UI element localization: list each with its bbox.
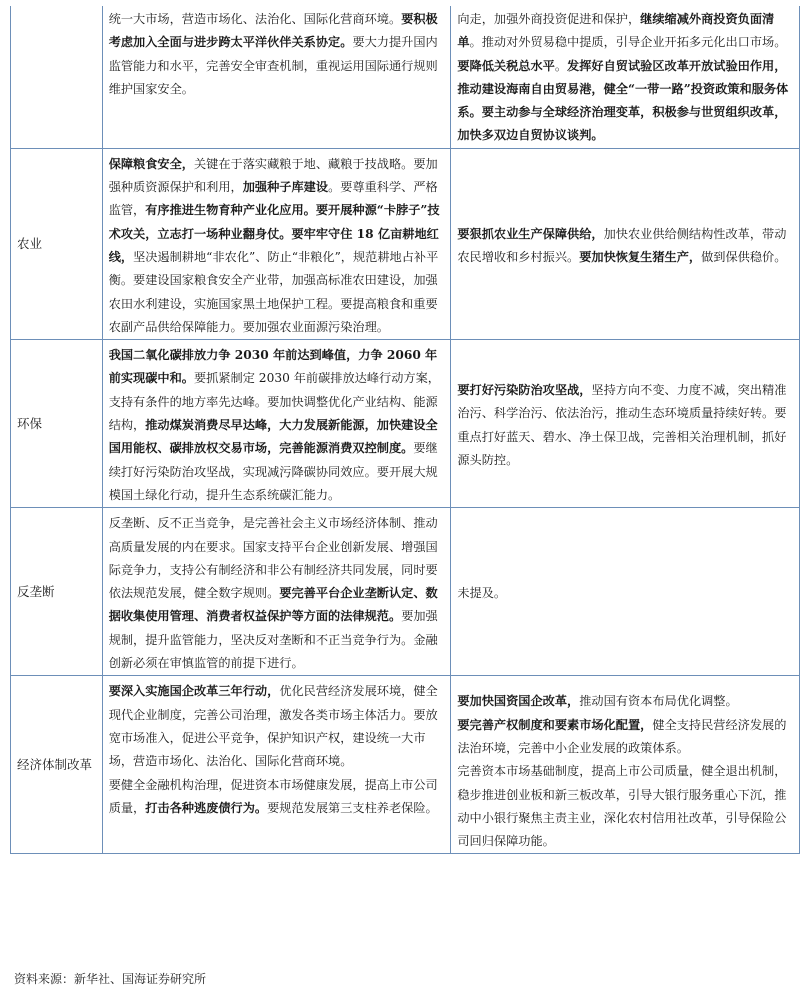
text-segment: 要健全金融机构治理，促进资本市场健康发展，提高上市公司质量， [108,777,438,815]
text-segment: 优化民营经济发展环境，健全现代企业制度，完善公司治理，激发各类市场主体活力。要放宽市场准入，促进公平竞争，保护知识产权，建设统一大市场，营造市场化、法治化、国际化营商环境。 [108,684,438,769]
topic-cell: 农业 [11,148,103,339]
text-segment: 要继续打好污染防治攻坚战，实现减污降碳协同效应。要开展大规模国土绿化行动，提升生态系统碳汇能力。 [108,441,438,502]
bold-text-segment: 发挥好自贸试验区改革开放试验田作用，推动建设海南自由贸易港，健全“一带一路”投资政策和服务体系。要主动参与全球经济治理变革， [457,58,789,120]
policy-cell-current [102,508,451,676]
bold-text-segment: 保障粮食安全， [108,156,194,171]
table-row [11,340,800,508]
table-row [11,148,800,339]
text-segment: 要大力提升国内监管能力和水平，完善安全审查机制，重视运用国际通行规则维护国家安全。 [108,35,438,96]
bold-text-segment: 积极参与世贸组织改革，加快多双边自贸协议谈判。 [457,105,787,143]
text-segment: 推动国有资本布局优化调整。 [579,694,738,709]
topic-cell: 经济体制改革 [11,676,103,854]
source-note: 资料来源：新华社、国海证券研究所 [14,972,207,986]
bold-text-segment: 我国二氧化碳排放力争 2030 年前达到峰值，力争 2060 年前实现碳中和。 [108,348,438,386]
bold-text-segment: 要狠抓农业生产保障供给， [457,226,604,241]
bold-text-segment: 要完善产权制度和要素市场化配置， [457,717,653,732]
policy-cell-previous [451,6,800,148]
text-segment: 健全支持民营经济发展的法治环境，完善中小企业发展的政策体系。 [457,717,787,755]
bold-text-segment: 要深入实施国企改革三年行动， [108,684,280,699]
bold-text-segment: 继续缩减外商投资负面清单 [457,12,775,50]
policy-cell-previous [451,340,800,508]
bold-text-segment: 要积极考虑加入全面与进步跨太平洋伙伴关系协定。 [108,12,438,50]
bold-text-segment: 要完善平台企业垄断认定、数据收集使用管理、消费者权益保护等方面的法律规范。 [108,586,438,624]
table-row [11,6,800,148]
text-segment: 坚决遏制耕地“非农化”、防止“非粮化”，规范耕地占补平衡。要建设国家粮食安全产业带，加强高标准农田建设，加强农田水利建设，实施国家黑土地保护工程。要提高粮食和重要农副产品供给保障能力。要加强农业面源污染治理。 [108,249,439,334]
text-segment: 。 [554,58,568,73]
bold-text-segment: 要加快国资国企改革， [457,694,580,709]
text-segment: 加快农业供给侧结构性改革，带动农民增收和乡村振兴。 [457,226,787,264]
text-segment: 统一大市场，营造市场化、法治化、国际化营商环境。 [108,12,402,26]
bold-text-segment: 加强种子库建设 [242,180,329,195]
text-segment: 要加强规制，提升监管能力，坚决反对垄断和不正当竞争行为。金融创新必须在审慎监管的前提下进行。 [108,609,438,671]
text-segment: 坚持方向不变、力度不减，突出精准治污、科学治污、依法治污，推动生态环境质量持续好转。要重点打好蓝天、碧水、净土保卫战，完善相关治理机制，抓好源头防控。 [457,383,787,467]
policy-cell-current [102,676,451,854]
topic-cell: 环保 [11,340,103,508]
text-segment: 未提及。 [457,586,507,601]
topic-cell: 反垄断 [11,508,103,676]
text-segment: 完善资本市场基础制度，提高上市公司质量，健全退出机制，稳步推进创业板和新三板改革，引导大银行服务重心下沉，推动中小银行聚焦主责主业，深化农村信用社改革，引导保险公司回归保障功能。 [457,764,787,849]
text-segment: 。要尊重科学、严格监管， [108,180,438,218]
bold-text-segment: 推动煤炭消费尽早达峰，大力发展新能源，加快建设全国用能权、碳排放权交易市场，完善能源消费双控制度。 [108,418,438,456]
text-segment: 。推动对外贸易稳中提质，引导企业开拓多元化出口市场。 [469,35,787,50]
text-segment: 向走，加强外商投资促进和保护， [457,12,641,26]
policy-cell-previous [451,148,800,339]
policy-cell-current [102,340,451,508]
table-row [11,676,800,854]
policy-cell-current [102,148,451,339]
policy-cell-current [102,6,451,148]
bold-text-segment: 打击各种逃废债行为。 [145,800,268,815]
policy-cell-previous [451,508,800,676]
text-segment: 要规范发展第三支柱养老保险。 [267,800,438,815]
text-segment: 关键在于落实藏粮于地、藏粮于技战略。要加强种质资源保护和利用， [108,156,438,195]
policy-cell-previous [451,676,800,854]
bold-text-segment: 要打好污染防治攻坚战， [457,383,592,398]
text-segment: 做到保供稳价。 [701,249,787,264]
bold-text-segment: 有序推进生物育种产业化应用。要开展种源“卡脖子”技术攻关，立志打一场种业翻身仗。要牢牢守住 18 亿亩耕地红线， [108,203,440,264]
bold-text-segment: 要加快恢复生猪生产， [579,249,702,264]
policy-comparison-table [10,6,800,854]
bold-text-segment: 要降低关税总水平 [457,58,555,73]
topic-cell [11,6,103,148]
table-row [11,508,800,676]
text-segment: 反垄断、反不正当竞争，是完善社会主义市场经济体制、推动高质量发展的内在要求。国家支持平台企业创新发展、增强国际竞争力，支持公有制经济和非公有制经济共同发展，同时要依法规范发展，健全数字规则。 [108,516,438,601]
text-segment: 要抓紧制定 2030 年前碳排放达峰行动方案，支持有条件的地方率先达峰。要加快调整优化产业结构、能源结构， [108,371,440,433]
